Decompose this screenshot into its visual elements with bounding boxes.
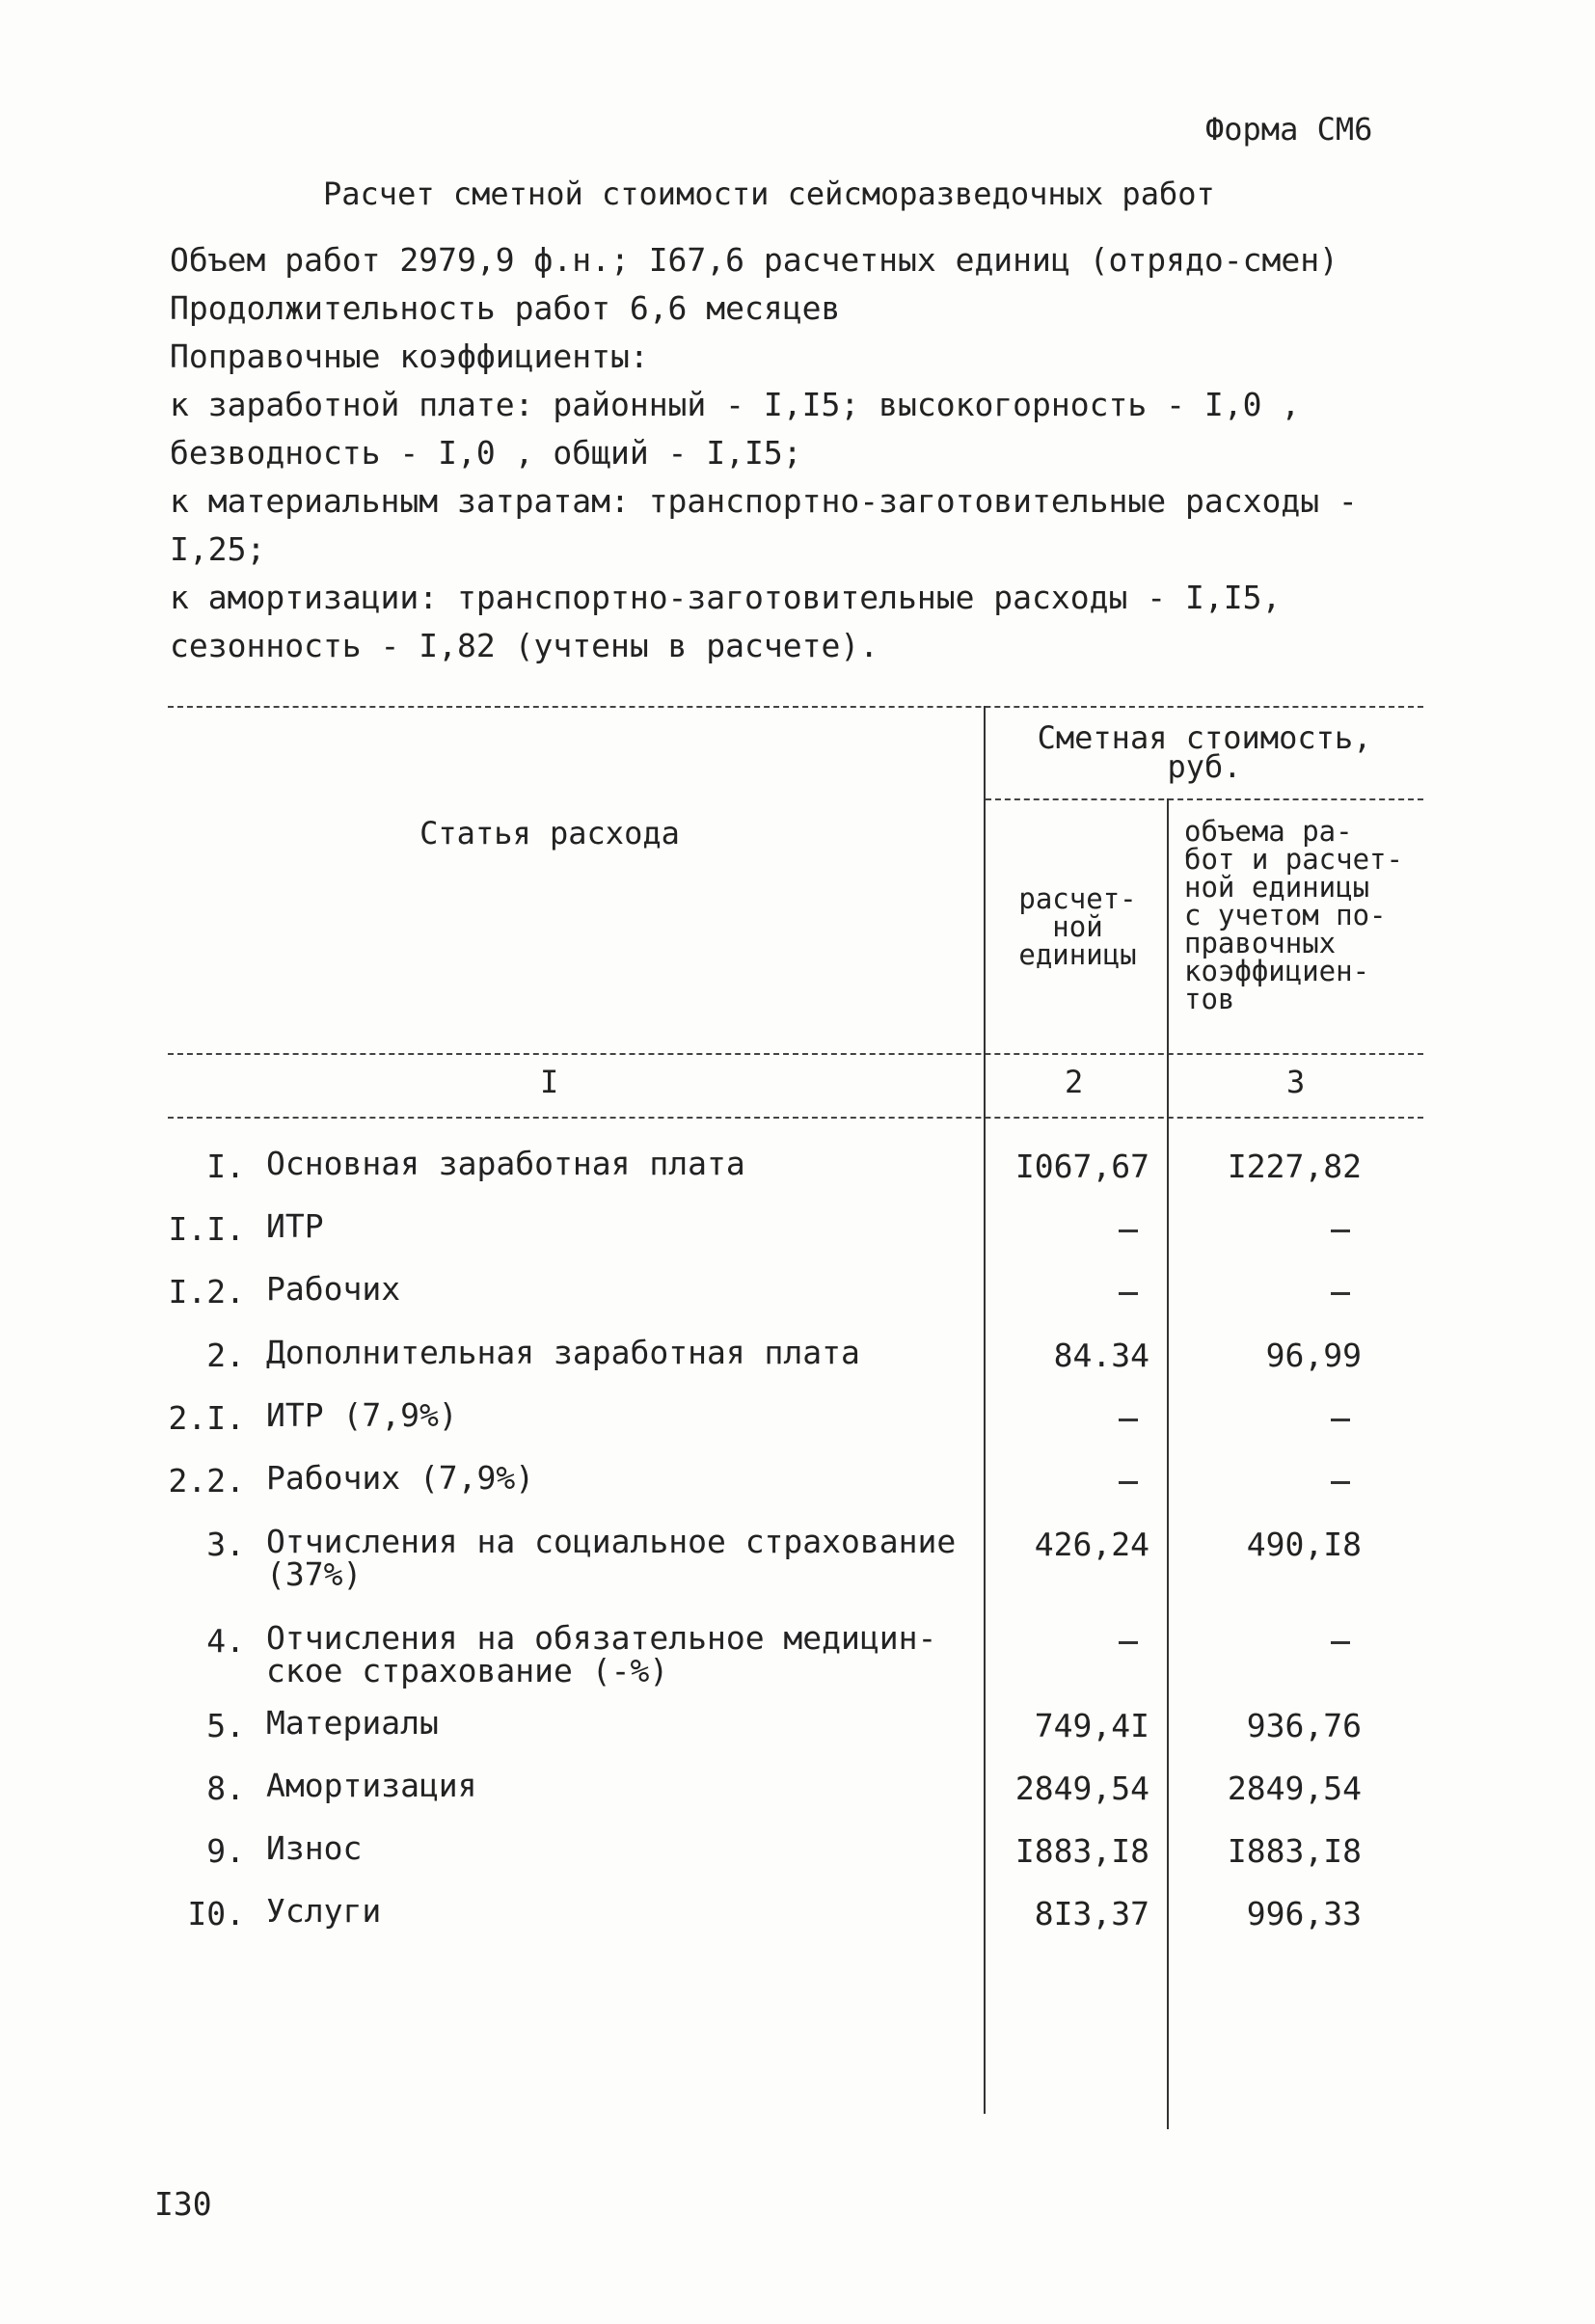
table-row <box>0 1459 1595 1520</box>
table-row <box>0 1270 1595 1331</box>
column-number-2: 2 <box>1065 1064 1084 1100</box>
column-header-unit <box>993 882 1162 971</box>
dash-mark <box>1331 1230 1350 1232</box>
total-cost-value <box>1331 1622 1362 1660</box>
row-label-line: Материалы <box>266 1704 439 1742</box>
row-label-line: Амортизация <box>266 1767 477 1804</box>
row-number: 2.I. <box>168 1399 245 1437</box>
header-unit-line: единицы <box>1018 938 1137 971</box>
row-label <box>266 1334 860 1371</box>
row-number: 4. <box>206 1622 245 1660</box>
row-label <box>266 1829 363 1867</box>
unit-cost-value: 2849,54 <box>1014 1770 1149 1807</box>
dash-mark <box>1119 1641 1138 1644</box>
header-total-line: ной единицы <box>1184 871 1370 904</box>
header-group-line: руб. <box>1167 748 1242 785</box>
unit-cost-value <box>1119 1462 1149 1500</box>
intro-line: безводность - I,0 , общий - I,I5; <box>170 434 802 472</box>
row-label-line: Отчисления на социальное страхование <box>266 1523 957 1560</box>
table-row <box>0 1892 1595 1953</box>
total-cost-value: 936,76 <box>1246 1707 1362 1744</box>
row-label <box>266 1704 439 1742</box>
intro-line: Продолжительность работ 6,6 месяцев <box>170 289 841 327</box>
row-label-line: Основная заработная плата <box>266 1145 745 1182</box>
document-title: Расчет сметной стоимости сейсморазведочных работ <box>323 176 1215 212</box>
total-cost-value: I227,82 <box>1227 1148 1362 1185</box>
row-label <box>266 1619 937 1689</box>
dash-mark <box>1331 1419 1350 1421</box>
row-label-line: Услуги <box>266 1892 382 1930</box>
intro-line: сезонность - I,82 (учтены в расчете). <box>170 627 879 664</box>
row-label-line: ИТР <box>266 1207 324 1245</box>
row-label-line: ИТР (7,9%) <box>266 1396 458 1434</box>
row-label <box>266 1207 324 1245</box>
page-number: I30 <box>154 2185 212 2223</box>
intro-line: к амортизации: транспортно-заготовительные расходы - I,I5, <box>170 579 1282 616</box>
unit-cost-value <box>1119 1273 1149 1311</box>
column-number-1: I <box>540 1064 559 1100</box>
row-number: 3. <box>206 1526 245 1563</box>
header-total-line: тов <box>1184 983 1235 1015</box>
intro-line: Объем работ 2979,9 ф.н.; I67,6 расчетных единиц (отрядо-смен) <box>170 241 1338 279</box>
row-label-line: Износ <box>266 1829 363 1867</box>
header-group-rule <box>986 798 1423 800</box>
table-row <box>0 1396 1595 1457</box>
dash-mark <box>1119 1419 1138 1421</box>
dash-mark <box>1119 1481 1138 1484</box>
row-label-line: (37%) <box>266 1555 363 1593</box>
row-number: I.2. <box>168 1273 245 1311</box>
total-cost-value <box>1331 1273 1362 1311</box>
column-header-total <box>1184 815 1425 1015</box>
row-label-line: ское страхование (-%) <box>266 1652 669 1689</box>
total-cost-value: 2849,54 <box>1227 1770 1362 1807</box>
header-total-line: правочных <box>1184 927 1337 959</box>
total-cost-value: 490,I8 <box>1246 1526 1362 1563</box>
row-number: 5. <box>206 1707 245 1744</box>
table-row <box>0 1704 1595 1765</box>
unit-cost-value: 426,24 <box>1034 1526 1149 1563</box>
row-label <box>266 1396 458 1434</box>
table-row <box>0 1523 1595 1593</box>
unit-cost-value <box>1119 1622 1149 1660</box>
header-total-line: с учетом по- <box>1184 899 1387 932</box>
dash-mark <box>1331 1292 1350 1295</box>
row-number: I. <box>206 1148 245 1185</box>
row-label <box>266 1523 957 1593</box>
row-label <box>266 1459 535 1497</box>
intro-block <box>170 236 1358 670</box>
table-row <box>0 1829 1595 1890</box>
row-number: 2.2. <box>168 1462 245 1500</box>
table-row <box>0 1145 1595 1205</box>
unit-cost-value: 8I3,37 <box>1034 1895 1149 1932</box>
column-header-article: Статья расхода <box>419 815 680 851</box>
table-row <box>0 1767 1595 1827</box>
table-row <box>0 1619 1595 1689</box>
dash-mark <box>1119 1292 1138 1295</box>
header-total-line: объема ра- <box>1184 815 1353 848</box>
unit-cost-value: 749,4I <box>1034 1707 1149 1744</box>
row-label <box>266 1145 745 1182</box>
row-label <box>266 1892 382 1930</box>
total-cost-value: 96,99 <box>1265 1337 1362 1374</box>
unit-cost-value: I883,I8 <box>1014 1832 1149 1870</box>
intro-line: I,25; <box>170 530 266 568</box>
unit-cost-value: I067,67 <box>1014 1148 1149 1185</box>
row-label-line: Рабочих <box>266 1270 401 1308</box>
row-number: I0. <box>187 1895 245 1932</box>
header-unit-line: ной <box>1052 910 1103 943</box>
row-label <box>266 1767 477 1804</box>
header-total-line: бот и расчет- <box>1184 843 1403 876</box>
table-top-rule <box>168 706 1423 708</box>
dash-mark <box>1119 1230 1138 1232</box>
dash-mark <box>1331 1481 1350 1484</box>
row-number: 2. <box>206 1337 245 1374</box>
column-numbers-rule <box>168 1117 1423 1119</box>
row-label <box>266 1270 401 1308</box>
header-group-line: Сметная стоимость, <box>1037 719 1372 756</box>
header-unit-line: расчет- <box>1018 882 1137 915</box>
row-number: 9. <box>206 1832 245 1870</box>
form-code: Форма СМ6 <box>1205 111 1373 148</box>
total-cost-value <box>1331 1462 1362 1500</box>
table-row <box>0 1207 1595 1268</box>
column-number-3: 3 <box>1286 1064 1306 1100</box>
intro-line: к материальным затратам: транспортно-заготовительные расходы - <box>170 482 1358 520</box>
row-number: I.I. <box>168 1210 245 1248</box>
table-row <box>0 1334 1595 1394</box>
row-label-line: Рабочих (7,9%) <box>266 1459 535 1497</box>
total-cost-value <box>1331 1399 1362 1437</box>
total-cost-value: 996,33 <box>1246 1895 1362 1932</box>
column-header-group <box>986 719 1423 785</box>
intro-line: Поправочные коэффициенты: <box>170 338 649 375</box>
row-label-line: Дополнительная заработная плата <box>266 1334 860 1371</box>
row-label-line: Отчисления на обязательное медицин- <box>266 1619 937 1657</box>
header-bottom-rule <box>168 1053 1423 1055</box>
header-total-line: коэффициен- <box>1184 955 1370 987</box>
unit-cost-value <box>1119 1399 1149 1437</box>
row-number: 8. <box>206 1770 245 1807</box>
total-cost-value <box>1331 1210 1362 1248</box>
dash-mark <box>1331 1641 1350 1644</box>
intro-line: к заработной плате: районный - I,I5; высокогорность - I,0 , <box>170 386 1301 423</box>
unit-cost-value: 84.34 <box>1053 1337 1149 1374</box>
total-cost-value: I883,I8 <box>1227 1832 1362 1870</box>
unit-cost-value <box>1119 1210 1149 1248</box>
